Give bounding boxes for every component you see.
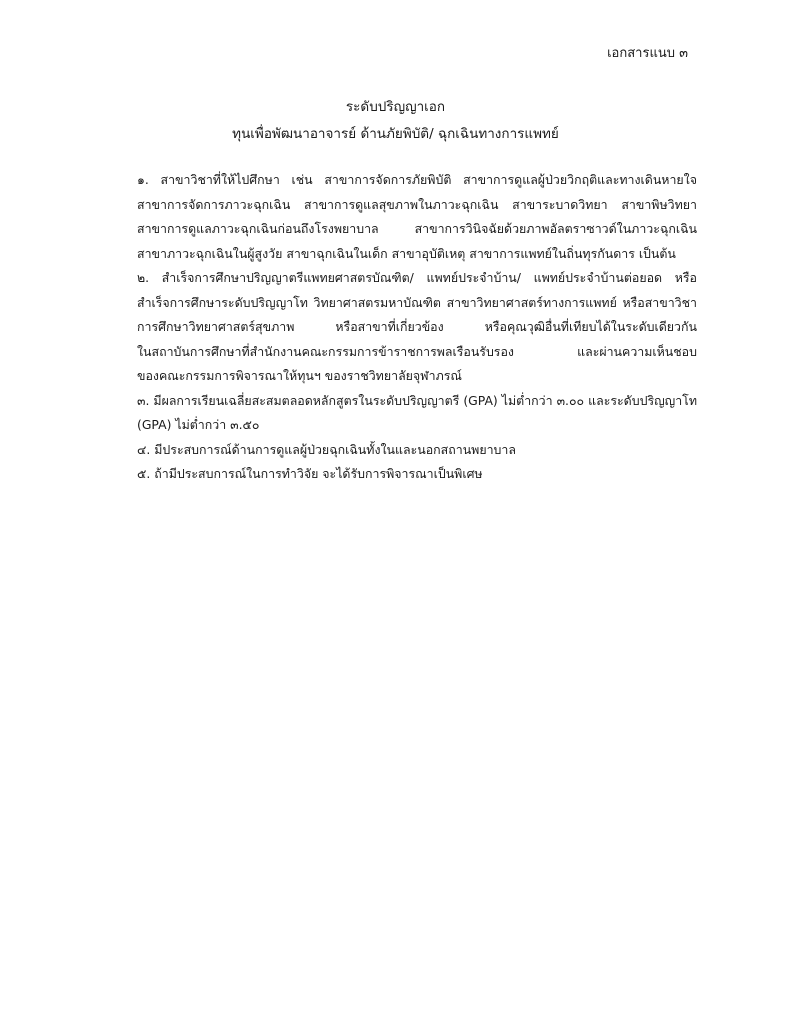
requirement-3-line-1: ๓. มีผลการเรียนเฉลี่ยสะสมตลอดหลักสูตรในระดับปริญญาตรี (GPA) ไม่ต่ำกว่า ๓.๐๐ และระดับปริญญาโท xyxy=(137,392,697,408)
requirements-list xyxy=(137,168,697,487)
requirement-2-line-3: การศึกษาวิทยาศาสตร์สุขภาพ หรือสาขาที่เกี่ยวข้อง หรือคุณวุฒิอื่นที่เทียบได้ในระดับเดียวกัน xyxy=(137,319,697,334)
title-degree-level: ระดับปริญญาเอก xyxy=(345,99,446,115)
requirement-1-line-4: สาขาภาวะฉุกเฉินในผู้สูงวัย สาขาฉุกเฉินในเด็ก สาขาอุบัติเหตุ สาขาการแพทย์ในถิ่นทุรกันดาร เป็นต้น xyxy=(137,245,676,261)
requirement-1-line-2: สาขาการจัดการภาวะฉุกเฉิน สาขาการดูแลสุขภาพในภาวะฉุกเฉิน สาขาระบาดวิทยา สาขาพิษวิทยา xyxy=(137,196,697,212)
requirement-1-line-3: สาขาการดูแลภาวะฉุกเฉินก่อนถึงโรงพยาบาล สาขาการวินิจฉัยด้วยภาพอัลตราซาวด์ในภาวะฉุกเฉิน xyxy=(137,221,697,236)
attachment-label: เอกสารแนบ ๓ xyxy=(607,46,688,61)
requirement-4: ๔. มีประสบการณ์ด้านการดูแลผู้ป่วยฉุกเฉินทั้งในและนอกสถานพยาบาล xyxy=(137,441,516,457)
requirement-5: ๕. ถ้ามีประสบการณ์ในการทำวิจัย จะได้รับการพิจารณาเป็นพิเศษ xyxy=(137,466,483,481)
requirement-2-line-1: ๒. สำเร็จการศึกษาปริญญาตรีแพทยศาสตรบัณฑิต/ แพทย์ประจำบ้าน/ แพทย์ประจำบ้านต่อยอด หรือ xyxy=(137,270,697,285)
requirement-3-line-2: (GPA) ไม่ต่ำกว่า ๓.๕๐ xyxy=(137,417,260,432)
requirement-2-line-5: ของคณะกรรมการพิจารณาให้ทุนฯ ของราชวิทยาลัยจุฬาภรณ์ xyxy=(137,368,462,383)
requirement-1-line-1: ๑. สาขาวิชาที่ให้ไปศึกษา เช่น สาขาการจัดการภัยพิบัติ สาขาการดูแลผู้ป่วยวิกฤติและทางเดินหายใจ xyxy=(137,172,697,187)
requirement-2-line-4: ในสถาบันการศึกษาที่สำนักงานคณะกรรมการข้าราชการพลเรือนรับรอง และผ่านความเห็นชอบ xyxy=(137,343,697,359)
document-title xyxy=(0,94,791,148)
title-scholarship: ทุนเพื่อพัฒนาอาจารย์ ด้านภัยพิบัติ/ ฉุกเฉินทางการแพทย์ xyxy=(232,126,559,142)
requirement-2-line-2: สำเร็จการศึกษาระดับปริญญาโท วิทยาศาสตรมหาบัณฑิต สาขาวิทยาศาสตร์ทางการแพทย์ หรือสาขาวิชา xyxy=(137,294,697,310)
